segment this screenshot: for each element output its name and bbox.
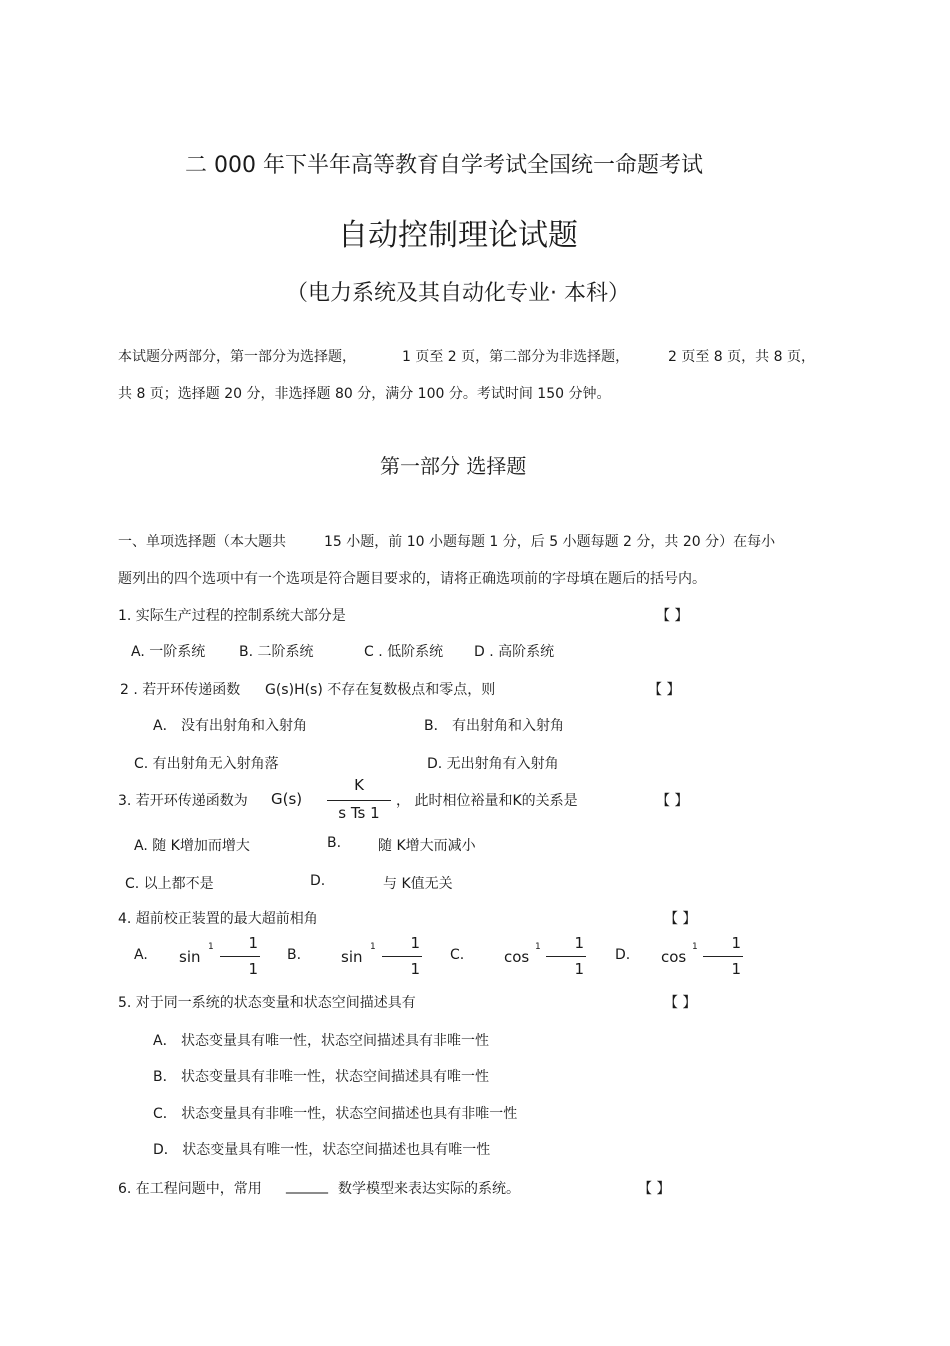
q2-option-b: B． 有出射角和入射角 [424,718,565,734]
q1-option-a: A. 一阶系统 [131,644,206,660]
q4-option-c-label: C. [450,947,465,963]
q4-option-a-fraction [220,934,260,982]
q4-option-c-sup: 1 [535,942,541,952]
exam-header: 二 000 年下半年高等教育自学考试全国统一命题考试 [185,153,703,178]
q3-option-a: A. 随 K增加而增大 [134,838,250,854]
q1-stem: 1. 实际生产过程的控制系统大部分是 [118,608,346,624]
q5-stem: 5. 对于同一系统的状态变量和状态空间描述具有 [118,995,416,1011]
part1-heading-a: 一、单项选择题（本大题共 [118,534,286,550]
q4-option-b-sup: 1 [370,942,376,952]
q4-option-a-num: 1 [248,934,258,952]
q4-option-a-den: 1 [248,960,258,978]
exam-title: 自动控制理论试题 [338,218,578,253]
q3-option-b: B. [327,835,342,851]
q5-option-c: C． 状态变量具有非唯一性，状态空间描述也具有非唯一性 [153,1106,518,1122]
q4-option-a-label: A. [134,947,148,963]
q1-option-b: B. 二阶系统 [239,644,314,660]
q3-option-d: D. [310,873,326,889]
q4-option-d-fn: cos [661,948,687,966]
q2-answer-bracket: 【 】 [648,682,681,698]
q3-denominator: s Ts 1 [338,804,380,822]
q3-fraction-bar [327,800,391,801]
q3-stem-b: ， 此时相位裕量和K的关系是 [396,793,578,809]
q4-option-c-den: 1 [574,960,584,978]
q3-option-c: C. 以上都不是 [125,876,214,892]
q6-stem-b: 数学模型来表达实际的系统。 [338,1181,520,1197]
q4-option-b-fraction [382,934,422,982]
intro-line1c: 2 页至 8 页，共 8 页， [668,349,815,365]
q4-option-d-sup: 1 [692,942,698,952]
q4-option-d-num: 1 [731,934,741,952]
q3-option-d-text: 与 K值无关 [383,876,453,892]
q5-option-a: A． 状态变量具有唯一性，状态空间描述具有非唯一性 [153,1033,490,1049]
intro-line1a: 本试题分两部分，第一部分为选择题， [118,349,356,365]
q5-answer-bracket: 【 】 [664,995,697,1011]
q4-option-d-den: 1 [731,960,741,978]
q5-option-d: D． 状态变量具有唯一性，状态空间描述也具有唯一性 [153,1142,491,1158]
q5-option-b: B． 状态变量具有非唯一性，状态空间描述具有唯一性 [153,1069,490,1085]
q4-option-c-num: 1 [574,934,584,952]
q4-option-a-fn: sin [179,948,201,966]
intro-line1b: 1 页至 2 页，第二部分为非选择题， [402,349,630,365]
q4-option-c-fn: cos [504,948,530,966]
q4-option-c-bar [546,956,586,957]
q1-option-d: D . 高阶系统 [474,644,555,660]
q3-option-b-text: 随 K增大而减小 [378,838,476,854]
q3-stem-a: 3. 若开环传递函数为 [118,793,248,809]
q4-option-d-label: D. [615,947,631,963]
q4-answer-bracket: 【 】 [664,911,697,927]
q3-gs: G(s) [271,790,303,808]
q1-option-c: C . 低阶系统 [364,644,444,660]
q6-answer-bracket: 【 】 [638,1181,671,1197]
exam-subtitle: （电力系统及其自动化专业· 本科） [286,281,630,306]
q4-option-a-bar [220,956,260,957]
q4-option-c-fraction [546,934,586,982]
q4-option-b-fn: sin [341,948,363,966]
q3-fraction [327,776,391,824]
q4-option-b-den: 1 [410,960,420,978]
q4-option-b-label: B. [287,947,302,963]
q1-answer-bracket: 【 】 [656,608,689,624]
q6-blank: ______ [286,1178,328,1194]
part1-heading-line2: 题列出的四个选项中有一个选项是符合题目要求的，请将正确选项前的字母填在题后的括号内。 [118,571,706,587]
q2-option-d: D. 无出射角有入射角 [427,756,559,772]
section-title: 第一部分 选择题 [380,454,527,478]
q2-option-a: A． 没有出射角和入射角 [153,718,308,734]
q4-option-d-bar [703,956,743,957]
part1-heading-b: 15 小题，前 10 小题每题 1 分，后 5 小题每题 2 分，共 20 分）在每小 [324,534,776,550]
q2-option-c: C. 有出射角无入射角落 [134,756,279,772]
q4-option-b-num: 1 [410,934,420,952]
q2-stem-b: G(s)H(s) 不存在复数极点和零点，则 [265,682,496,698]
q4-option-a-sup: 1 [208,942,214,952]
intro-line2: 共 8 页；选择题 20 分，非选择题 80 分，满分 100 分。考试时间 150 分钟。 [118,386,611,402]
q2-stem-a: 2 . 若开环传递函数 [120,682,241,698]
q4-option-b-bar [382,956,422,957]
q6-stem-a: 6. 在工程问题中，常用 [118,1181,262,1197]
q4-stem: 4. 超前校正装置的最大超前相角 [118,911,318,927]
q3-numerator: K [354,776,364,794]
q4-option-d-fraction [703,934,743,982]
q3-answer-bracket: 【 】 [656,793,689,809]
